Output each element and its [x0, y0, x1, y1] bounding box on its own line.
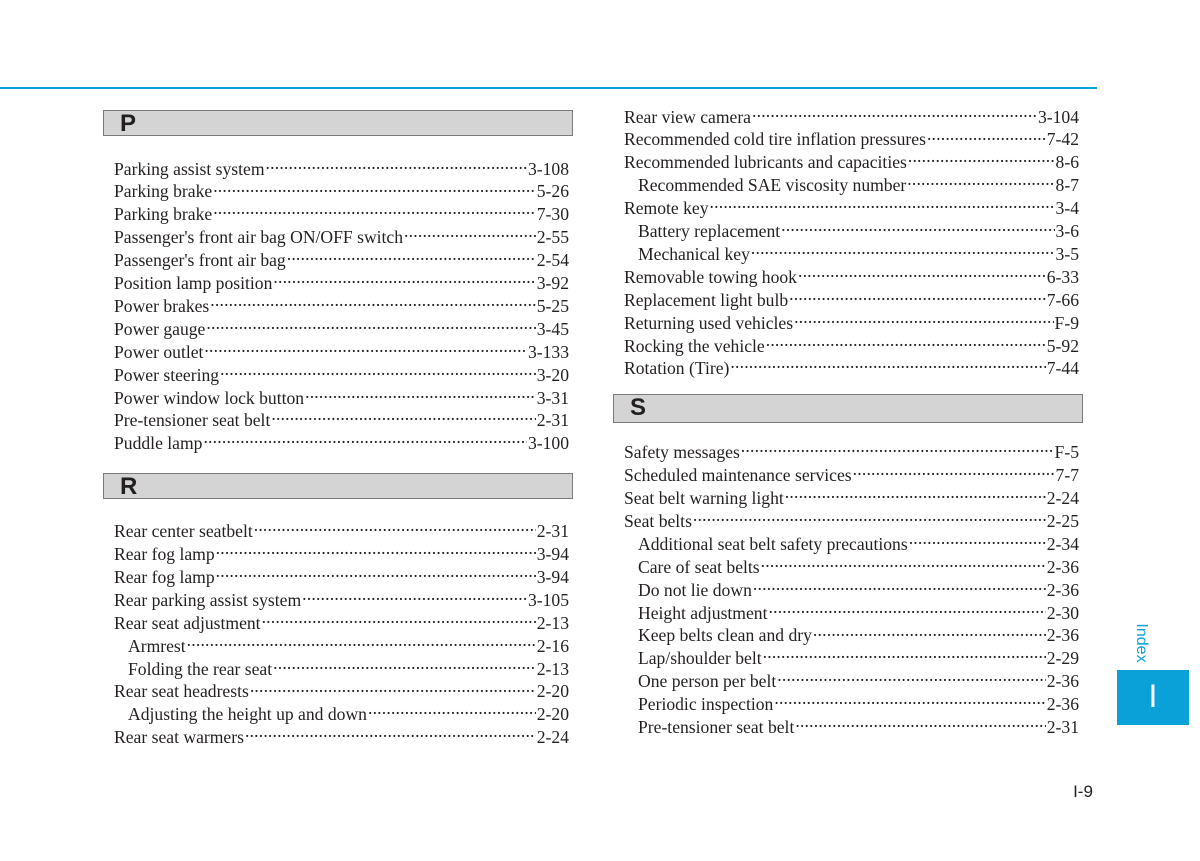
entry-page: 2-13 — [536, 612, 569, 633]
leader-dots — [305, 386, 536, 404]
leader-dots — [213, 203, 536, 221]
entry-label: Periodic inspection — [638, 694, 774, 715]
leader-dots — [206, 317, 535, 335]
index-entry[interactable] — [613, 311, 1083, 334]
leader-dots — [761, 555, 1046, 573]
entry-page: 2-20 — [536, 704, 569, 725]
entry-label: Keep belts clean and dry — [638, 625, 812, 646]
leader-dots — [907, 174, 1054, 192]
index-entry[interactable] — [103, 363, 573, 386]
entry-label: Safety messages — [624, 442, 740, 463]
entry-label: Lap/shoulder belt — [638, 648, 762, 669]
entry-label: Removable towing hook — [624, 266, 797, 287]
leader-dots — [203, 432, 527, 450]
entry-label: Pre-tensioner seat belt — [638, 716, 795, 737]
leader-dots — [909, 532, 1046, 550]
index-entry[interactable] — [103, 703, 573, 726]
section-letter: R — [120, 472, 138, 500]
leader-dots — [254, 520, 536, 538]
entry-page: 8-6 — [1055, 152, 1079, 173]
index-entry[interactable] — [103, 317, 573, 340]
index-entry[interactable] — [613, 174, 1083, 197]
leader-dots — [927, 128, 1046, 146]
leader-dots — [710, 197, 1055, 215]
entry-page: 2-55 — [536, 227, 569, 248]
leader-dots — [210, 294, 535, 312]
leader-dots — [404, 226, 536, 244]
index-entry[interactable] — [613, 242, 1083, 265]
leader-dots — [777, 670, 1045, 688]
index-entry[interactable] — [613, 715, 1083, 738]
entry-page: 2-25 — [1046, 510, 1079, 531]
entry-page: 3-104 — [1037, 106, 1079, 127]
entry-page: 5-92 — [1046, 335, 1079, 356]
entry-label: Rocking the vehicle — [624, 335, 765, 356]
entry-page: 7-44 — [1046, 358, 1079, 379]
entry-page: 3-105 — [527, 589, 569, 610]
leader-dots — [273, 271, 535, 289]
entry-page: 5-26 — [536, 181, 569, 202]
entry-page: 2-36 — [1046, 694, 1079, 715]
index-entry[interactable] — [613, 601, 1083, 624]
entry-page: 3-6 — [1055, 221, 1079, 242]
index-entry[interactable] — [103, 386, 573, 409]
entry-page: 6-33 — [1046, 266, 1079, 287]
leader-dots — [245, 726, 536, 744]
side-tab-letter: I — [1148, 678, 1158, 714]
entry-page: 7-7 — [1055, 465, 1079, 486]
entry-page: 2-54 — [536, 250, 569, 271]
entry-label: Power window lock button — [114, 387, 305, 408]
entry-page: 2-29 — [1046, 648, 1079, 669]
entry-page: 3-108 — [527, 158, 569, 179]
leader-dots — [250, 680, 536, 698]
section-header-r — [103, 473, 573, 499]
leader-dots — [789, 288, 1046, 306]
leader-dots — [262, 611, 536, 629]
entry-label: Parking assist system — [114, 158, 265, 179]
entry-label: One person per belt — [638, 671, 777, 692]
entry-label: Recommended SAE viscosity number — [638, 175, 907, 196]
index-entry[interactable] — [613, 265, 1083, 288]
index-entry[interactable] — [103, 157, 573, 180]
leader-dots — [368, 703, 536, 721]
entry-page: 2-30 — [1046, 602, 1079, 623]
entry-label: Parking brake — [114, 181, 213, 202]
index-entry[interactable] — [613, 670, 1083, 693]
entry-page: 7-66 — [1046, 289, 1079, 310]
index-entry[interactable] — [613, 105, 1083, 128]
index-entry[interactable] — [103, 611, 573, 634]
section-header-s — [613, 394, 1083, 423]
index-entry[interactable] — [613, 151, 1083, 174]
entry-label: Rear parking assist system — [114, 589, 302, 610]
index-entry[interactable] — [613, 532, 1083, 555]
entry-label: Power steering — [114, 364, 220, 385]
index-list-s — [613, 441, 1083, 739]
entry-label: Rear fog lamp — [114, 544, 215, 565]
entry-label: Rear seat warmers — [114, 727, 244, 748]
leader-dots — [271, 409, 535, 427]
index-entry[interactable] — [613, 624, 1083, 647]
entry-page: 3-133 — [527, 341, 569, 362]
index-entry[interactable] — [613, 692, 1083, 715]
entry-page: 3-45 — [536, 318, 569, 339]
leader-dots — [730, 357, 1045, 375]
entry-label: Height adjustment — [638, 602, 768, 623]
index-entry[interactable] — [613, 647, 1083, 670]
entry-label: Recommended cold tire inflation pressures — [624, 129, 926, 150]
index-entry[interactable] — [613, 219, 1083, 242]
leader-dots — [794, 311, 1053, 329]
leader-dots — [781, 219, 1054, 237]
index-list-r — [103, 520, 573, 749]
entry-label: Seat belts — [624, 510, 692, 531]
entry-label: Seat belt warning light — [624, 488, 784, 509]
entry-label: Parking brake — [114, 204, 213, 225]
entry-page: 2-31 — [1046, 716, 1079, 737]
index-entry[interactable] — [103, 271, 573, 294]
entry-label: Rear center seatbelt — [114, 521, 253, 542]
index-entry[interactable] — [103, 249, 573, 272]
index-entry[interactable] — [103, 726, 573, 749]
leader-dots — [302, 588, 527, 606]
index-entry[interactable] — [613, 486, 1083, 509]
index-entry[interactable] — [103, 294, 573, 317]
leader-dots — [187, 634, 536, 652]
leader-dots — [213, 180, 536, 198]
entry-page: 2-13 — [536, 658, 569, 679]
leader-dots — [287, 249, 536, 267]
entry-label: Mechanical key — [638, 243, 750, 264]
leader-dots — [220, 363, 536, 381]
entry-page: 2-36 — [1046, 625, 1079, 646]
index-entry[interactable] — [103, 520, 573, 543]
index-entry[interactable] — [613, 464, 1083, 487]
entry-label: Rear seat headrests — [114, 681, 249, 702]
entry-label: Power gauge — [114, 318, 206, 339]
entry-label: Returning used vehicles — [624, 312, 794, 333]
entry-page: 2-34 — [1046, 533, 1079, 554]
index-entry[interactable] — [103, 542, 573, 565]
entry-label: Rear fog lamp — [114, 566, 215, 587]
entry-label: Remote key — [624, 198, 709, 219]
entry-label: Power brakes — [114, 295, 210, 316]
side-tab-index[interactable] — [1117, 670, 1189, 725]
section-letter: S — [630, 393, 647, 421]
entry-label: Power outlet — [114, 341, 204, 362]
leader-dots — [795, 715, 1045, 733]
index-entry[interactable] — [613, 578, 1083, 601]
entry-page: 3-20 — [536, 364, 569, 385]
entry-label: Scheduled maintenance services — [624, 465, 852, 486]
entry-label: Do not lie down — [638, 579, 752, 600]
entry-page: 2-20 — [536, 681, 569, 702]
index-entry[interactable] — [613, 357, 1083, 380]
entry-page: 2-24 — [536, 727, 569, 748]
index-entry[interactable] — [103, 588, 573, 611]
index-entry[interactable] — [103, 180, 573, 203]
top-rule — [0, 87, 1097, 89]
leader-dots — [741, 441, 1054, 459]
entry-page: 2-24 — [1046, 488, 1079, 509]
entry-page: 5-25 — [536, 295, 569, 316]
entry-page: 3-100 — [527, 433, 569, 454]
entry-page: 3-94 — [536, 566, 569, 587]
index-entry[interactable] — [613, 288, 1083, 311]
leader-dots — [753, 578, 1046, 596]
leader-dots — [763, 647, 1046, 665]
leader-dots — [813, 624, 1046, 642]
index-entry[interactable] — [103, 657, 573, 680]
leader-dots — [766, 334, 1046, 352]
index-list-p — [103, 157, 573, 455]
entry-label: Passenger's front air bag ON/OFF switch — [114, 227, 404, 248]
leader-dots — [266, 157, 527, 175]
entry-label: Additional seat belt safety precautions — [638, 533, 908, 554]
entry-page: 3-94 — [536, 544, 569, 565]
leader-dots — [751, 242, 1055, 260]
leader-dots — [216, 565, 536, 583]
entry-page: 3-92 — [536, 273, 569, 294]
index-column-right — [613, 105, 1083, 738]
entry-page: 3-4 — [1055, 198, 1079, 219]
entry-label: Adjusting the height up and down — [128, 704, 367, 725]
section-letter: P — [120, 110, 137, 137]
entry-label: Armrest — [128, 635, 186, 656]
leader-dots — [752, 105, 1037, 123]
entry-label: Rotation (Tire) — [624, 358, 730, 379]
index-entry[interactable] — [103, 432, 573, 455]
index-entry[interactable] — [613, 197, 1083, 220]
index-entry[interactable] — [613, 441, 1083, 464]
index-entry[interactable] — [103, 203, 573, 226]
entry-label: Pre-tensioner seat belt — [114, 410, 271, 431]
leader-dots — [785, 486, 1046, 504]
entry-label: Rear seat adjustment — [114, 612, 261, 633]
leader-dots — [774, 692, 1045, 710]
leader-dots — [216, 542, 536, 560]
entry-page: 2-36 — [1046, 579, 1079, 600]
entry-page: 2-31 — [536, 521, 569, 542]
leader-dots — [273, 657, 536, 675]
entry-page: 7-42 — [1046, 129, 1079, 150]
page-number: I-9 — [1073, 782, 1093, 801]
side-tab-label: Index — [1133, 623, 1150, 663]
entry-page: F-5 — [1054, 442, 1079, 463]
leader-dots — [908, 151, 1055, 169]
index-column-left — [103, 110, 573, 748]
index-entry[interactable] — [103, 409, 573, 432]
leader-dots — [769, 601, 1046, 619]
entry-label: Passenger's front air bag — [114, 250, 286, 271]
entry-label: Puddle lamp — [114, 433, 203, 454]
index-entry[interactable] — [613, 334, 1083, 357]
leader-dots — [693, 509, 1046, 527]
entry-label: Position lamp position — [114, 273, 273, 294]
entry-page: 3-5 — [1055, 243, 1079, 264]
section-header-p — [103, 110, 573, 136]
index-entry[interactable] — [103, 634, 573, 657]
entry-page: 2-16 — [536, 635, 569, 656]
leader-dots — [798, 265, 1046, 283]
leader-dots — [204, 340, 527, 358]
entry-label: Replacement light bulb — [624, 289, 789, 310]
entry-label: Battery replacement — [638, 221, 781, 242]
entry-page: 7-30 — [536, 204, 569, 225]
entry-page: 2-36 — [1046, 671, 1079, 692]
entry-page: 8-7 — [1055, 175, 1079, 196]
index-entry[interactable] — [103, 565, 573, 588]
leader-dots — [853, 464, 1055, 482]
index-list-r-continued — [613, 105, 1083, 380]
entry-page: 2-31 — [536, 410, 569, 431]
index-entry[interactable] — [103, 340, 573, 363]
index-entry[interactable] — [613, 555, 1083, 578]
index-entry[interactable] — [613, 509, 1083, 532]
entry-label: Care of seat belts — [638, 556, 760, 577]
index-entry[interactable] — [103, 226, 573, 249]
entry-label: Rear view camera — [624, 106, 751, 127]
entry-page: F-9 — [1054, 312, 1079, 333]
entry-page: 2-36 — [1046, 556, 1079, 577]
entry-label: Folding the rear seat — [128, 658, 273, 679]
index-entry[interactable] — [103, 680, 573, 703]
index-entry[interactable] — [613, 128, 1083, 151]
entry-label: Recommended lubricants and capacities — [624, 152, 907, 173]
entry-page: 3-31 — [536, 387, 569, 408]
